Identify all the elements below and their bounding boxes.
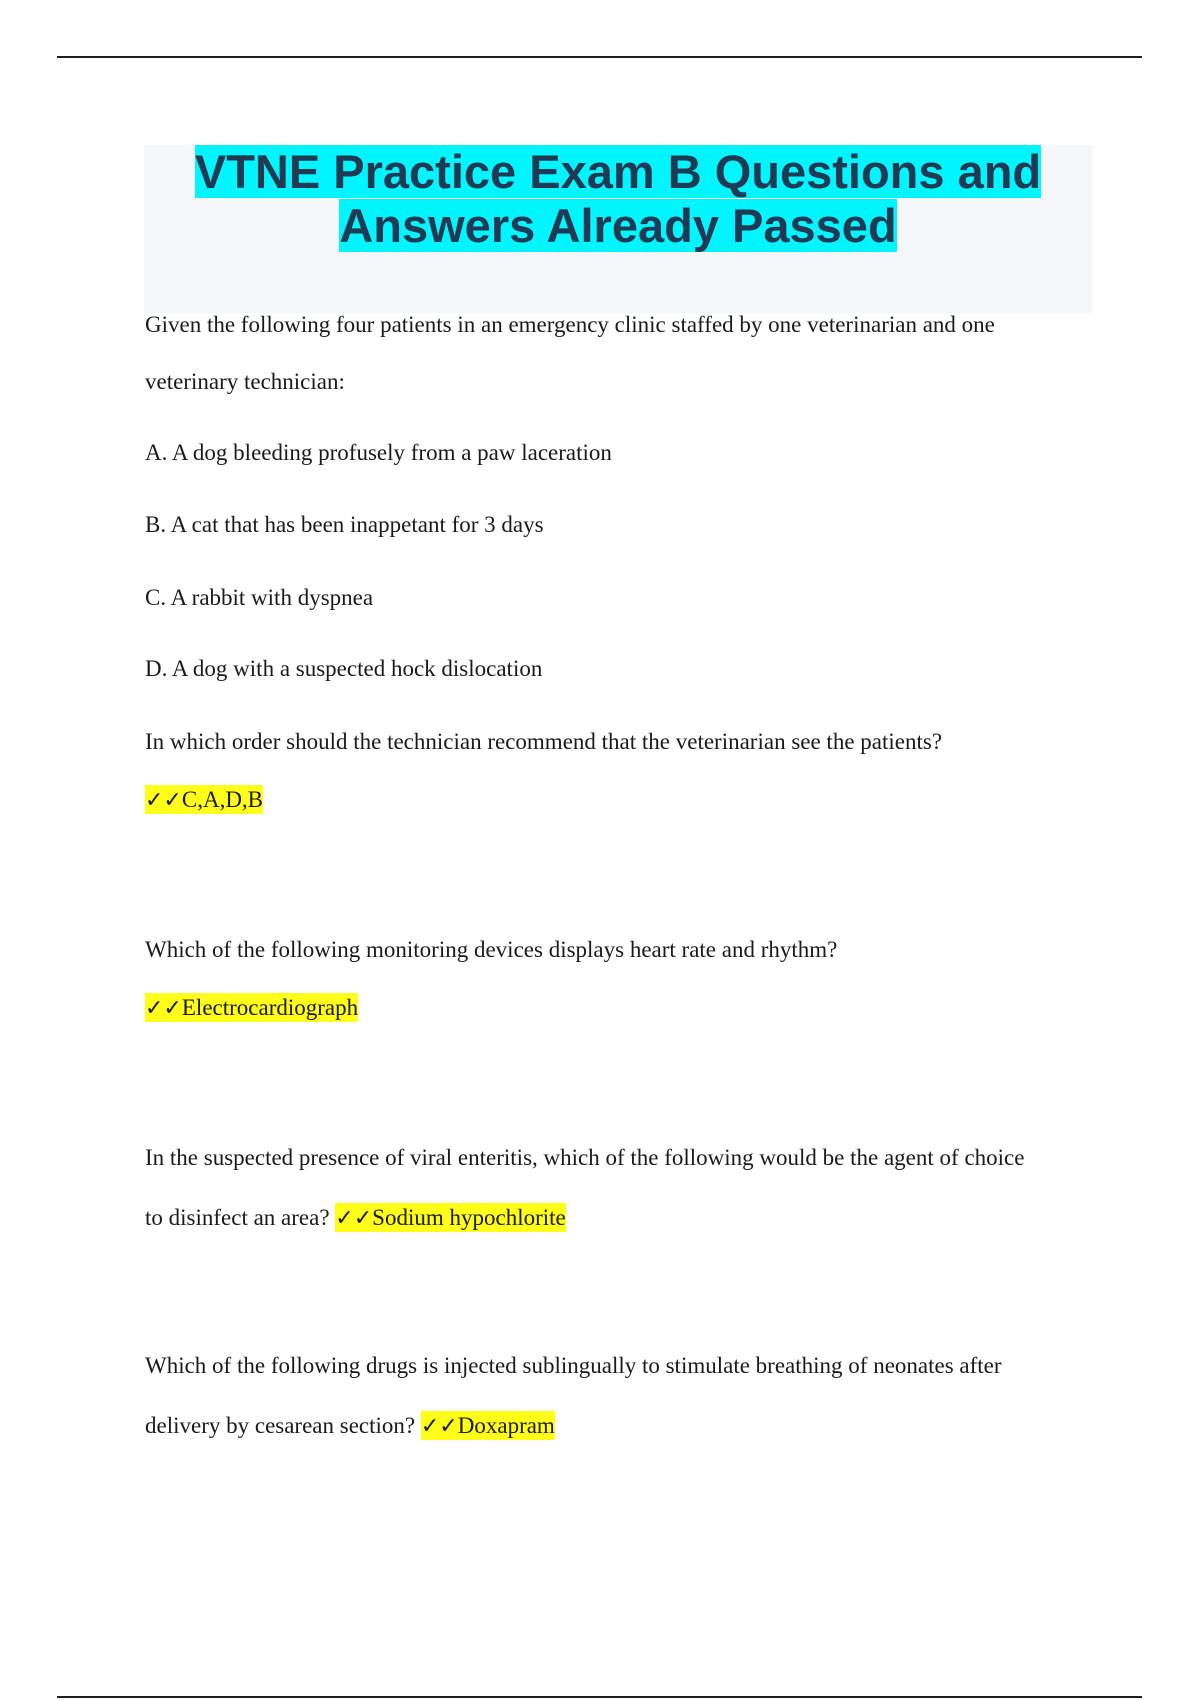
q1-answer-highlight bbox=[145, 785, 263, 814]
q2-answer bbox=[145, 993, 1105, 1024]
q1-answer bbox=[145, 785, 1105, 816]
q4-question-line-2 bbox=[145, 1411, 1105, 1442]
check-mark-icon: ✓✓ bbox=[145, 788, 182, 813]
title-box bbox=[144, 145, 1092, 313]
q3-question-line-1: In the suspected presence of viral enteritis, which of the following would be the agent of choice bbox=[145, 1145, 1025, 1170]
q3-answer-highlight bbox=[335, 1203, 565, 1232]
q3-question-line-2 bbox=[145, 1203, 1105, 1234]
check-mark-icon: ✓✓ bbox=[420, 1414, 458, 1439]
q2-answer-highlight bbox=[145, 993, 358, 1022]
q2-answer-text: Electrocardiograph bbox=[181, 995, 359, 1020]
q3-question-line-2-text: to disinfect an area? bbox=[145, 1205, 330, 1230]
q4-answer-text: Doxapram bbox=[457, 1413, 555, 1438]
check-mark-icon: ✓✓ bbox=[335, 1206, 373, 1231]
q1-intro-line-2: veterinary technician: bbox=[145, 369, 345, 394]
check-mark-icon: ✓✓ bbox=[145, 996, 182, 1021]
top-rule bbox=[57, 56, 1142, 58]
q1-answer-text: C,A,D,B bbox=[181, 787, 264, 812]
q1-question: In which order should the technician recommend that the veterinarian see the patients? bbox=[145, 729, 943, 754]
q4-question-line-1: Which of the following drugs is injected sublingually to stimulate breathing of neonates after bbox=[145, 1353, 1002, 1378]
q1-option-d: D. A dog with a suspected hock dislocation bbox=[145, 656, 543, 681]
q1-intro-line-1: Given the following four patients in an emergency clinic staffed by one veterinarian and one bbox=[145, 312, 995, 337]
q1-option-b: B. A cat that has been inappetant for 3 days bbox=[145, 512, 544, 537]
q1-option-a: A. A dog bleeding profusely from a paw laceration bbox=[145, 440, 612, 465]
q4-question-line-2-text: delivery by cesarean section? bbox=[145, 1413, 416, 1438]
q1-option-c: C. A rabbit with dyspnea bbox=[145, 585, 374, 610]
title-line-2: Answers Already Passed bbox=[339, 199, 897, 252]
title-line-1: VTNE Practice Exam B Questions and bbox=[194, 145, 1042, 198]
bottom-rule bbox=[57, 1696, 1142, 1698]
q4-answer-highlight bbox=[421, 1411, 555, 1440]
q2-question: Which of the following monitoring devices displays heart rate and rhythm? bbox=[145, 937, 838, 962]
q3-answer-text: Sodium hypochlorite bbox=[372, 1205, 566, 1230]
document-title bbox=[144, 145, 1092, 253]
